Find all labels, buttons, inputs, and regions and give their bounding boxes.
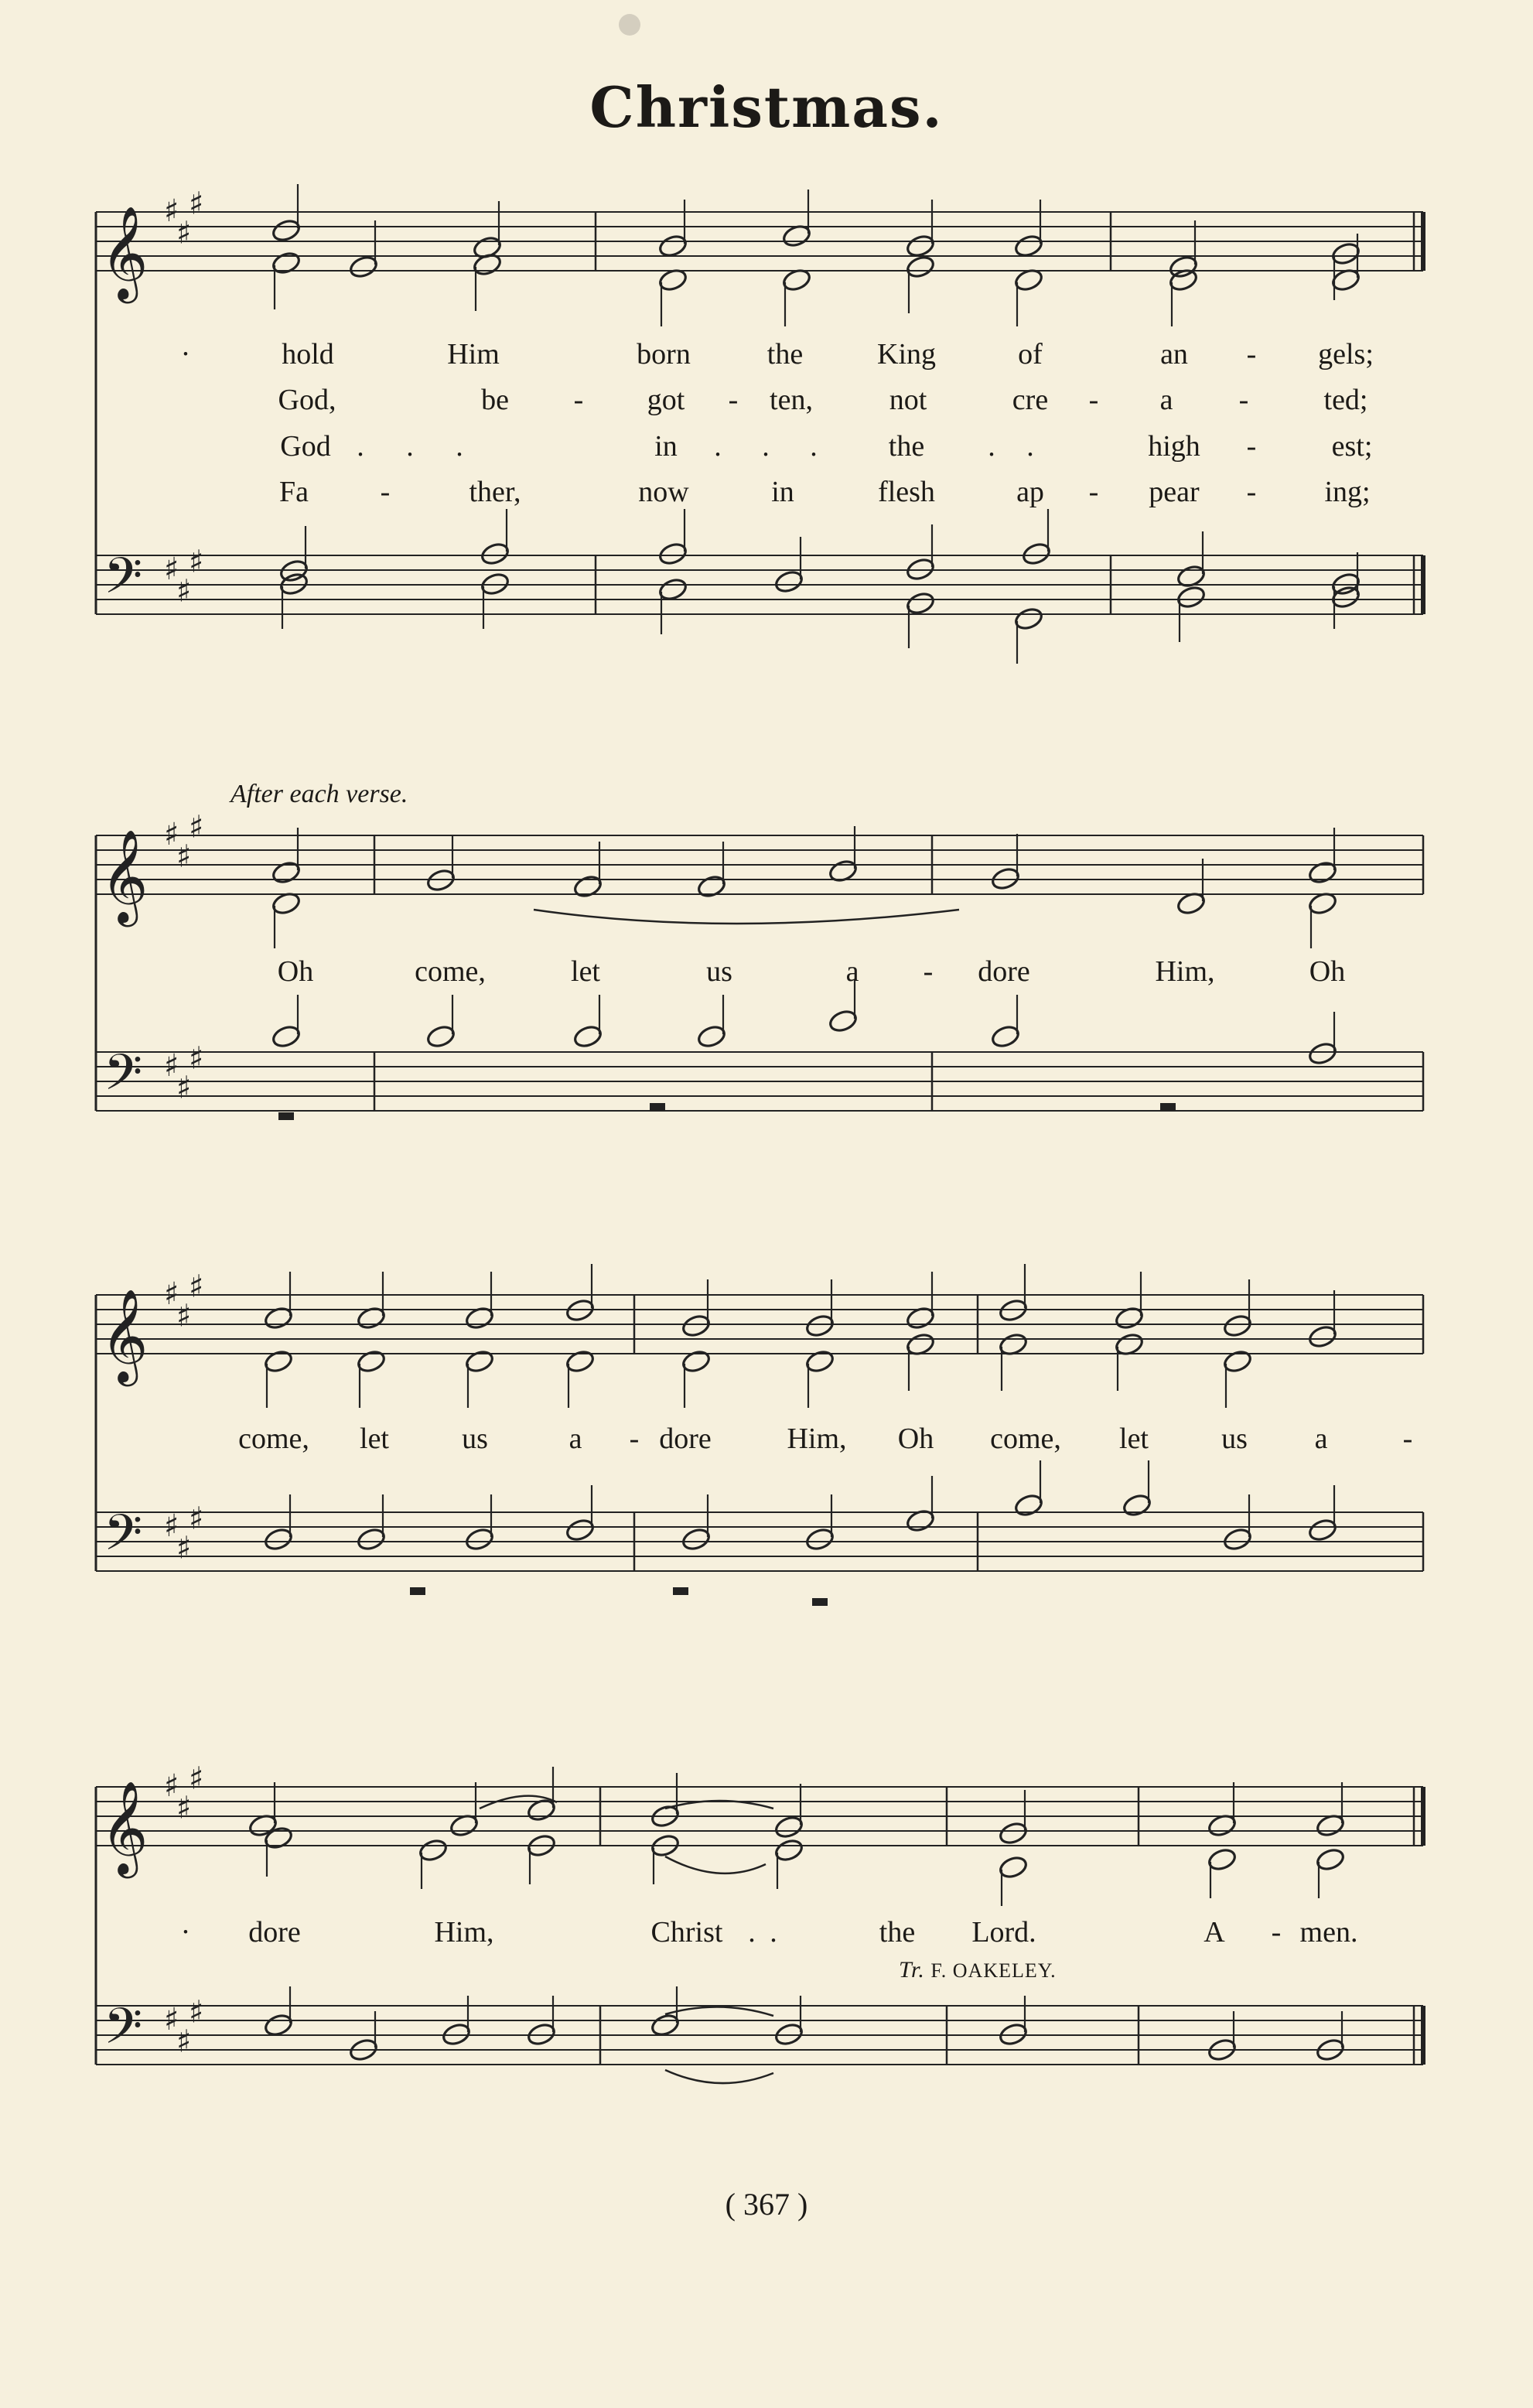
- key-sharp: ♯: [189, 1269, 204, 1305]
- lyric-syllable: be: [481, 384, 509, 416]
- lyric-syllable: .: [406, 430, 414, 463]
- slur: [665, 1856, 766, 1873]
- bass-clef: 𝄢: [104, 1998, 143, 2068]
- lyric-syllable: .: [762, 430, 770, 463]
- lyric-syllable: .: [810, 430, 818, 463]
- lyric-syllable: flesh: [878, 476, 935, 508]
- key-sharp: ♯: [164, 193, 179, 229]
- key-sharp: ♯: [164, 817, 179, 852]
- key-sharp: ♯: [164, 1768, 179, 1804]
- lyric-syllable: .: [1026, 430, 1034, 463]
- lyric-syllable: -: [1246, 338, 1257, 371]
- lyric-syllable: -: [380, 476, 391, 508]
- credit-name: F. OAKELEY.: [930, 1959, 1057, 1982]
- lyric-syllable: Him,: [1155, 955, 1215, 988]
- lyric-syllable: let: [360, 1423, 389, 1455]
- key-sharp: ♯: [164, 552, 179, 587]
- key-sharp: ♯: [189, 809, 204, 845]
- lyric-syllable: high: [1148, 430, 1200, 463]
- key-sharp: ♯: [176, 1298, 192, 1334]
- lyric-syllable: Him: [447, 338, 500, 371]
- rest: [812, 1598, 828, 1606]
- translator-credit: [899, 1957, 1057, 1983]
- lyric-syllable: God: [280, 430, 331, 463]
- key-sharp: ♯: [189, 1994, 204, 2031]
- lyric-syllable: .: [748, 1916, 756, 1949]
- lyric-syllable: .: [988, 430, 995, 463]
- lyric-syllable: Oh: [277, 955, 314, 988]
- lyric-syllable: the: [879, 1916, 916, 1949]
- rest: [650, 1103, 665, 1111]
- lyric-syllable: Oh: [1309, 955, 1346, 988]
- lyric-syllable: -: [923, 955, 934, 988]
- lyric-syllable: Oh: [897, 1423, 934, 1455]
- lyric-syllable: -: [1402, 1423, 1413, 1455]
- lyric-syllable: ing;: [1324, 476, 1371, 508]
- rest: [410, 1587, 425, 1595]
- treble-clef: 𝄞: [101, 828, 149, 923]
- lyric-syllable: let: [1119, 1423, 1149, 1455]
- lyric-syllable: come,: [238, 1423, 309, 1455]
- lyric-syllable: .: [357, 430, 364, 463]
- lyric-syllable: King: [877, 338, 936, 371]
- lyric-syllable: not: [889, 384, 927, 416]
- tie: [534, 910, 959, 924]
- key-sharp: ♯: [176, 1530, 192, 1566]
- lyric-syllable: dore: [659, 1423, 712, 1455]
- page-number: ( 367 ): [725, 2187, 808, 2222]
- lyric-syllable: pear: [1149, 476, 1200, 508]
- treble-clef: 𝄞: [101, 1288, 149, 1382]
- key-sharp: ♯: [189, 544, 204, 580]
- lyric-syllable: cre: [1012, 384, 1049, 416]
- key-sharp: ♯: [176, 839, 192, 875]
- bass-clef: 𝄢: [104, 1505, 143, 1574]
- lyric-syllable: of: [1018, 338, 1043, 371]
- lyric-syllable: come,: [415, 955, 486, 988]
- lyric-syllable: .: [714, 430, 722, 463]
- lyric-syllable: a: [568, 1423, 582, 1455]
- lyric-syllable: Fa: [279, 476, 309, 508]
- lyric-syllable: .: [456, 430, 463, 463]
- lyric-syllable: -: [1271, 1916, 1282, 1949]
- key-sharp: ♯: [189, 1501, 204, 1537]
- lyric-syllable: est;: [1331, 430, 1373, 463]
- key-sharp: ♯: [189, 1761, 204, 1797]
- key-sharp: ♯: [176, 573, 192, 610]
- lyric-syllable: let: [571, 955, 600, 988]
- key-sharp: ♯: [176, 1790, 192, 1826]
- lyric-syllable: gels;: [1318, 338, 1374, 371]
- rest: [278, 1112, 294, 1120]
- lyric-syllable: -: [1246, 476, 1257, 508]
- lyric-syllable: Him,: [434, 1916, 494, 1949]
- lyric-syllable: ·: [180, 338, 191, 371]
- lyric-syllable: a: [1159, 384, 1173, 416]
- slur: [665, 2007, 773, 2016]
- lyric-syllable: ap: [1016, 476, 1044, 508]
- lyric-syllable: -: [1246, 430, 1257, 463]
- lyric-syllable: ther,: [469, 476, 521, 508]
- key-sharp: ♯: [176, 2024, 192, 2060]
- lyric-syllable: got: [647, 384, 685, 416]
- lyric-syllable: A: [1204, 1916, 1225, 1949]
- slur: [665, 2070, 773, 2083]
- lyric-syllable: the: [888, 430, 925, 463]
- lyric-syllable: -: [728, 384, 739, 416]
- lyric-syllable: in: [771, 476, 794, 508]
- key-sharp: ♯: [189, 186, 204, 222]
- lyric-syllable: Lord.: [971, 1916, 1036, 1949]
- key-sharp: ♯: [164, 1508, 179, 1544]
- credit-prefix: Tr.: [899, 1957, 925, 1983]
- key-sharp: ♯: [164, 2002, 179, 2037]
- lyric-syllable: men.: [1299, 1916, 1358, 1949]
- bass-clef: 𝄢: [104, 548, 143, 617]
- lyric-syllable: us: [462, 1423, 488, 1455]
- lyric-syllable: -: [629, 1423, 640, 1455]
- lyric-syllable: -: [1088, 384, 1099, 416]
- lyric-syllable: ·: [180, 1916, 191, 1949]
- lyric-syllable: come,: [990, 1423, 1061, 1455]
- page-title: Christmas.: [589, 74, 944, 140]
- lyric-syllable: -: [1088, 476, 1099, 508]
- lyric-syllable: -: [573, 384, 584, 416]
- lyric-syllable: ted;: [1323, 384, 1368, 416]
- lyric-syllable: -: [1238, 384, 1249, 416]
- lyric-syllable: dore: [248, 1916, 301, 1949]
- rest: [1160, 1103, 1176, 1111]
- key-sharp: ♯: [164, 1276, 179, 1312]
- treble-clef: 𝄞: [101, 1780, 149, 1874]
- lyric-syllable: born: [637, 338, 691, 371]
- lyric-syllable: Christ: [650, 1916, 723, 1949]
- lyric-syllable: us: [1221, 1423, 1248, 1455]
- after-verse-direction: After each verse.: [230, 780, 408, 808]
- treble-clef: 𝄞: [101, 205, 149, 299]
- lyric-syllable: dore: [978, 955, 1030, 988]
- lyric-syllable: a: [845, 955, 859, 988]
- lyric-syllable: us: [706, 955, 732, 988]
- lyric-syllable: in: [654, 430, 678, 463]
- key-sharp: ♯: [176, 1070, 192, 1106]
- lyric-syllable: a: [1314, 1423, 1328, 1455]
- lyric-syllable: now: [638, 476, 689, 508]
- lyric-syllable: an: [1160, 338, 1188, 371]
- bass-clef: 𝄢: [104, 1044, 143, 1114]
- lyric-syllable: the: [766, 338, 804, 371]
- lyric-syllable: ten,: [770, 384, 813, 416]
- rest: [673, 1587, 688, 1595]
- key-sharp: ♯: [176, 215, 192, 251]
- lyric-syllable: hold: [282, 338, 334, 371]
- lyric-syllable: God,: [278, 384, 336, 416]
- lyric-syllable: Him,: [787, 1423, 847, 1455]
- key-sharp: ♯: [164, 1048, 179, 1084]
- key-sharp: ♯: [189, 1040, 204, 1077]
- lyric-syllable: .: [770, 1916, 777, 1949]
